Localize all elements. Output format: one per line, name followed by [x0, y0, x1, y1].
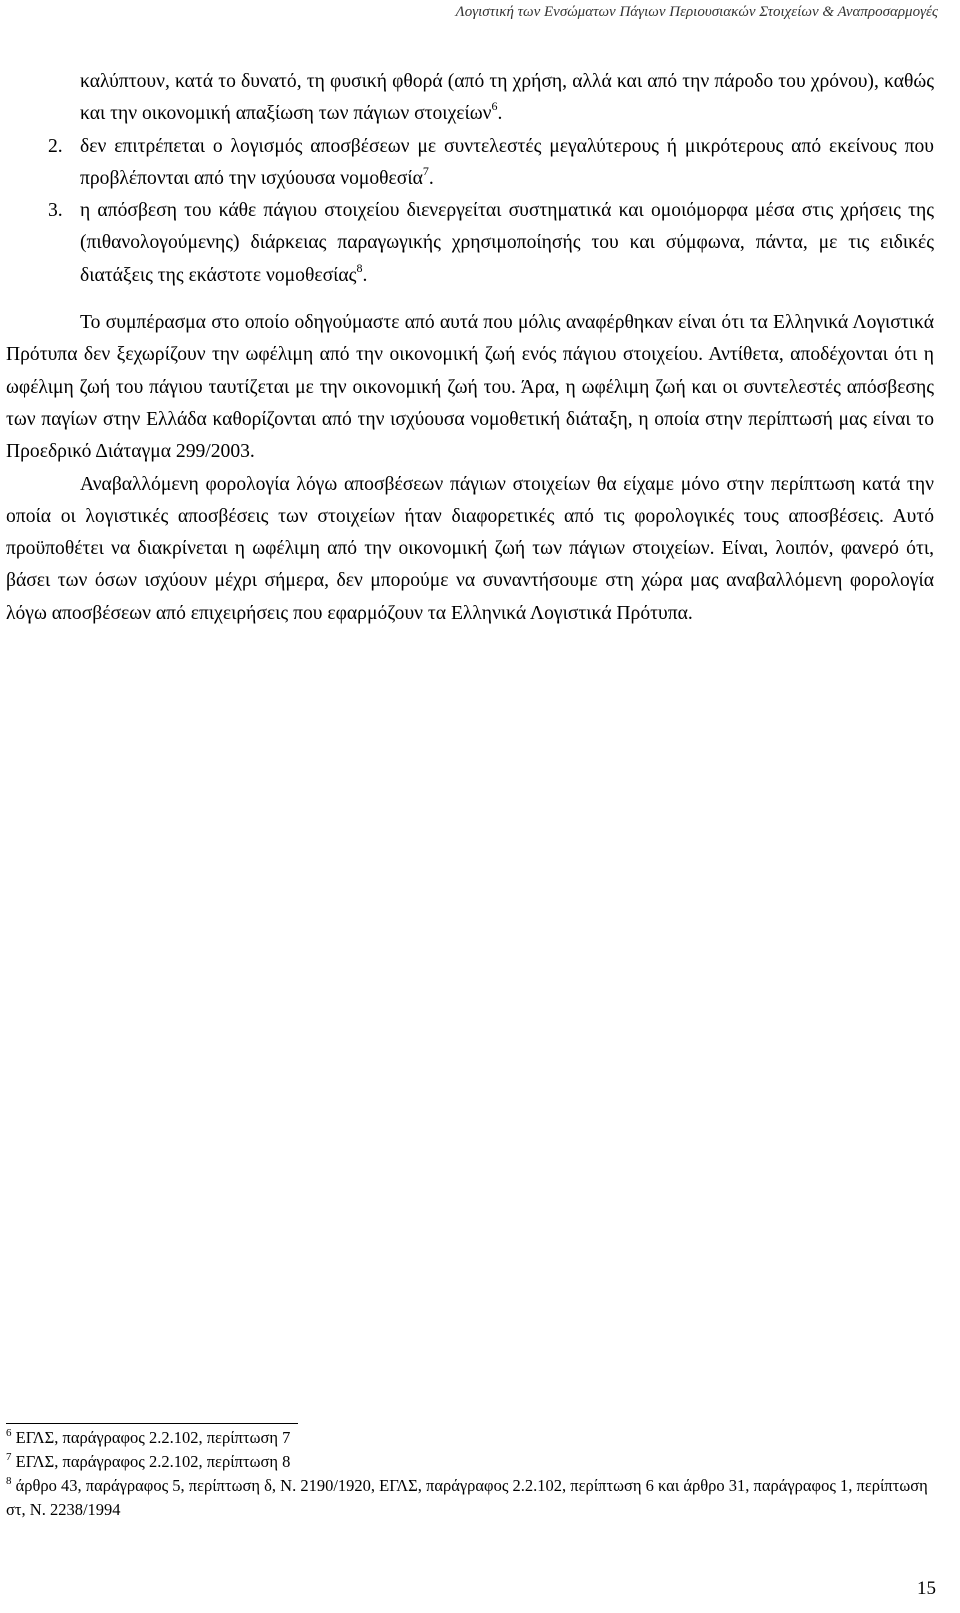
paragraph-conclusion: Το συμπέρασμα στο οποίο οδηγούμαστε από αυτά που μόλις αναφέρθηκαν είναι ότι τα Ελληνικά Λογιστικά Πρότυπα δεν ξεχωρίζουν την ωφέλιμη από την οικονομική ζωή ενός πάγιου στοιχείου. Αντίθετα, αποδέχονται ότι η ωφέλιμη ζωή του πάγιου ταυτίζεται με την οικονομική ζωή του. Άρα, η ωφέλιμη ζωή και οι συντελεστές απόσβεσης των παγίων στην Ελλάδα καθορίζονται από την ισχύουσα νομοθετική διάταξη, η οποία στην περίπτωσή μας είναι το Προεδρικό Διάταγμα 299/2003. — [6, 312, 934, 463]
footnote-ref[interactable]: 6 — [491, 99, 498, 114]
paragraph-deferred-tax: Αναβαλλόμενη φορολογία λόγω αποσβέσεων πάγιων στοιχείων θα είχαμε μόνο στην περίπτωση κατά την οποία οι λογιστικές αποσβέσεις των στοιχείων ήταν διαφορετικές από τις φορολογικές τους αποσβέσεις. Αυτό προϋποθέτει να διακρίνεται η ωφέλιμη από την οικονομική ζωή των πάγιων στοιχείων. Είναι, λοιπόν, φανερό ότι, βάσει των όσων ισχύουν μέχρι σήμερα, δεν μπορούμε να συναντήσουμε στη χώρα μας αναβαλλόμενη φορολογία λόγω αποσβέσεων από επιχειρήσεις που εφαρμόζουν τα Ελληνικά Λογιστικά Πρότυπα. — [6, 473, 934, 624]
list-item-text: δεν επιτρέπεται ο λογισμός αποσβέσεων με συντελεστές μεγαλύτερους ή μικρότερους από εκείνους που προβλέπονται από την ισχύουσα νομοθεσία — [80, 135, 934, 189]
footnote-number: 6 — [6, 1427, 12, 1439]
footnote-number: 8 — [6, 1475, 12, 1487]
footnote-text: ΕΓΛΣ, παράγραφος 2.2.102, περίπτωση 8 — [15, 1452, 291, 1471]
footnote-separator — [6, 1423, 298, 1424]
footnote-ref[interactable]: 8 — [356, 260, 363, 275]
footnotes — [6, 1426, 934, 1522]
list-item-number: 3. — [48, 200, 63, 222]
running-header: Λογιστική των Ενσώματων Πάγιων Περιουσιακών Στοιχείων & Αναπροσαρμογές — [455, 4, 938, 20]
footnote — [6, 1426, 934, 1450]
footnote-ref[interactable]: 7 — [422, 163, 429, 178]
page-number: 15 — [917, 1578, 936, 1599]
list-item-number: 2. — [48, 135, 63, 157]
list-item: 2. δεν επιτρέπεται ο λογισμός αποσβέσεων με συντελεστές μεγαλύτερους ή μικρότερους από εκείνους που προβλέπονται από την ισχύουσα νομοθεσία$^7$. — [80, 131, 934, 196]
footnote-text: ΕΓΛΣ, παράγραφος 2.2.102, περίπτωση 7 — [15, 1428, 291, 1447]
list-item-text: η απόσβεση του κάθε πάγιου στοιχείου διενεργείται συστηματικά και ομοιόμορφα μέσα στις χρήσεις της (πιθανολογούμενης) διάρκειας παραγωγικής χρησιμοποίησής του και σύμφωνα, πάντα, με τις ειδικές διατάξεις της εκάστοτε νομοθεσίας — [80, 200, 934, 286]
list-item-text: καλύπτουν, κατά το δυνατό, τη φυσική φθορά (από τη χρήση, αλλά και από την πάροδο του χρόνου), καθώς και την οικονομική απαξίωση των πάγιων στοιχείων — [80, 71, 934, 125]
list-item-continuation: καλύπτουν, κατά το δυνατό, τη φυσική φθορά (από τη χρήση, αλλά και από την πάροδο του χρόνου), καθώς και την οικονομική απαξίωση των πάγιων στοιχείων$^6$. — [80, 71, 934, 125]
footnote — [6, 1450, 934, 1474]
document-body — [6, 66, 934, 630]
footnote — [6, 1474, 934, 1522]
list-item: 3. η απόσβεση του κάθε πάγιου στοιχείου διενεργείται συστηματικά και ομοιόμορφα μέσα στις χρήσεις της (πιθανολογούμενης) διάρκειας παραγωγικής χρησιμοποίησής του και σύμφωνα, πάντα, με τις ειδικές διατάξεις της εκάστοτε νομοθεσίας$^8$. — [80, 195, 934, 292]
footnote-text: άρθρο 43, παράγραφος 5, περίπτωση δ, Ν. 2190/1920, ΕΓΛΣ, παράγραφος 2.2.102, περίπτωση 6 και άρθρο 31, παράγραφος 1, περίπτωση στ, Ν. 2238/1994 — [6, 1476, 928, 1519]
footnote-number: 7 — [6, 1451, 12, 1463]
